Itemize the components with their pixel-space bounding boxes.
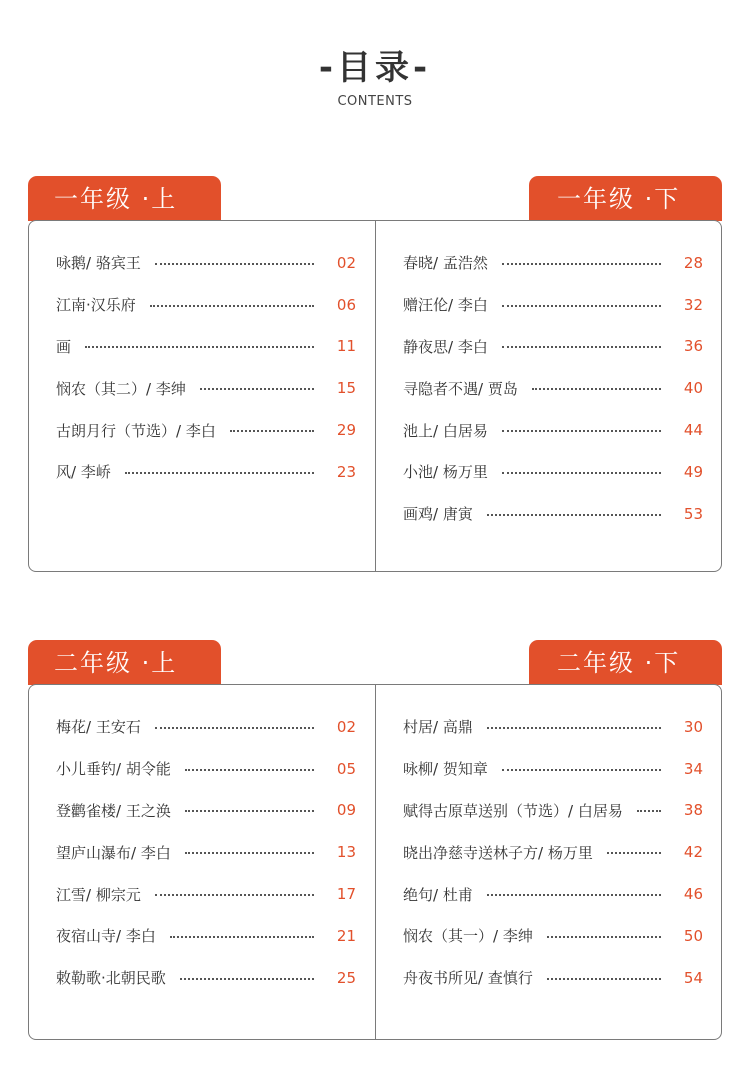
- toc-title: 悯农（其二）/ 李绅: [56, 379, 186, 398]
- toc-title: 古朗月行（节选）/ 李白: [56, 421, 216, 440]
- toc-title: 夜宿山寺/ 李白: [56, 927, 156, 946]
- dot-leader: [185, 810, 314, 812]
- toc-row[interactable]: [56, 957, 356, 999]
- toc-title: 静夜思/ 李白: [403, 337, 488, 356]
- toc-page-number: 44: [683, 421, 703, 440]
- toc-row[interactable]: [403, 957, 703, 999]
- toc-row[interactable]: [403, 284, 703, 326]
- toc-row[interactable]: [403, 451, 703, 493]
- grade-one-section: [28, 176, 722, 572]
- toc-page-number: 49: [683, 462, 703, 481]
- toc-row[interactable]: [56, 748, 356, 790]
- toc-title: 画: [56, 337, 72, 356]
- toc-page-number: 38: [683, 801, 703, 820]
- toc-page-number: 50: [683, 926, 703, 945]
- page-title: -目录-: [318, 48, 432, 88]
- column-divider: [375, 685, 376, 1039]
- contents-column-right: [403, 706, 703, 999]
- toc-page-number: 30: [683, 717, 703, 736]
- toc-row[interactable]: [56, 242, 356, 284]
- toc-row[interactable]: [56, 706, 356, 748]
- toc-title: 登鹳雀楼/ 王之涣: [56, 801, 171, 820]
- dot-leader: [502, 346, 661, 348]
- toc-title: 咏柳/ 贺知章: [403, 760, 488, 779]
- toc-title: 江雪/ 柳宗元: [56, 885, 141, 904]
- toc-row[interactable]: [403, 242, 703, 284]
- dot-leader: [230, 430, 314, 432]
- toc-title: 寻隐者不遇/ 贾岛: [403, 379, 518, 398]
- toc-row[interactable]: [403, 873, 703, 915]
- toc-row[interactable]: [56, 367, 356, 409]
- toc-page-number: 13: [336, 843, 356, 862]
- toc-page-number: 15: [336, 379, 356, 398]
- toc-page-number: 17: [336, 885, 356, 904]
- column-divider: [375, 221, 376, 571]
- toc-title: 绝句/ 杜甫: [403, 885, 473, 904]
- dot-leader: [125, 472, 314, 474]
- toc-title: 赋得古原草送别（节选）/ 白居易: [403, 801, 623, 820]
- toc-page-number: 11: [336, 337, 356, 356]
- toc-page-number: 40: [683, 379, 703, 398]
- toc-row[interactable]: [403, 706, 703, 748]
- dot-leader: [502, 263, 661, 265]
- toc-page-number: 05: [336, 759, 356, 778]
- toc-row[interactable]: [56, 831, 356, 873]
- toc-title: 小池/ 杨万里: [403, 463, 488, 482]
- dot-leader: [547, 978, 661, 980]
- toc-title: 悯农（其一）/ 李绅: [403, 927, 533, 946]
- dot-leader: [155, 894, 314, 896]
- toc-page-number: 34: [683, 759, 703, 778]
- toc-title: 咏鹅/ 骆宾王: [56, 254, 141, 273]
- toc-row[interactable]: [56, 915, 356, 957]
- grade-two-section: [28, 640, 722, 1040]
- dot-leader: [502, 430, 661, 432]
- dot-leader: [155, 727, 314, 729]
- dot-leader: [547, 936, 661, 938]
- dot-leader: [487, 514, 661, 516]
- toc-page-number: 02: [336, 717, 356, 736]
- toc-title: 望庐山瀑布/ 李白: [56, 843, 171, 862]
- toc-title: 梅花/ 王安石: [56, 718, 141, 737]
- dot-leader: [607, 852, 661, 854]
- contents-column-left: [56, 706, 356, 999]
- toc-row[interactable]: [56, 326, 356, 368]
- header: [0, 44, 750, 109]
- toc-title: 江南·汉乐府: [56, 296, 136, 315]
- dot-leader: [200, 388, 314, 390]
- toc-row[interactable]: [403, 326, 703, 368]
- dot-leader: [487, 894, 661, 896]
- page-subtitle: CONTENTS: [337, 94, 413, 109]
- toc-page-number: 25: [336, 968, 356, 987]
- contents-column-left: [56, 242, 356, 493]
- dot-leader: [170, 936, 314, 938]
- tab-grade-two-first-term: 二年级 ·上: [28, 640, 221, 685]
- toc-page-number: 21: [336, 926, 356, 945]
- toc-page-number: 06: [336, 295, 356, 314]
- toc-title: 风/ 李峤: [56, 463, 111, 482]
- toc-title: 舟夜书所见/ 查慎行: [403, 969, 533, 988]
- toc-page-number: 36: [683, 337, 703, 356]
- dot-leader: [502, 305, 661, 307]
- toc-row[interactable]: [403, 493, 703, 535]
- toc-page-number: 28: [683, 253, 703, 272]
- toc-page-number: 54: [683, 968, 703, 987]
- dot-leader: [502, 769, 661, 771]
- tab-grade-two-second-term: 二年级 ·下: [529, 640, 722, 685]
- toc-page-number: 53: [683, 504, 703, 523]
- toc-page-number: 09: [336, 801, 356, 820]
- dot-leader: [637, 810, 661, 812]
- tab-grade-one-first-term: 一年级 ·上: [28, 176, 221, 221]
- toc-page-number: 32: [683, 295, 703, 314]
- toc-title: 晓出净慈寺送林子方/ 杨万里: [403, 843, 593, 862]
- dot-leader: [487, 727, 661, 729]
- toc-title: 池上/ 白居易: [403, 421, 488, 440]
- toc-row[interactable]: [403, 831, 703, 873]
- contents-column-right: [403, 242, 703, 535]
- toc-page-number: 23: [336, 462, 356, 481]
- dot-leader: [85, 346, 314, 348]
- dot-leader: [502, 472, 661, 474]
- toc-row[interactable]: [56, 451, 356, 493]
- toc-page-number: 42: [683, 843, 703, 862]
- toc-page-number: 02: [336, 253, 356, 272]
- dot-leader: [155, 263, 314, 265]
- toc-row[interactable]: [56, 873, 356, 915]
- toc-title: 小儿垂钓/ 胡令能: [56, 760, 171, 779]
- dot-leader: [532, 388, 661, 390]
- toc-row[interactable]: [56, 409, 356, 451]
- tab-grade-one-second-term: 一年级 ·下: [529, 176, 722, 221]
- toc-row[interactable]: [403, 367, 703, 409]
- toc-row[interactable]: [56, 790, 356, 832]
- toc-title: 赠汪伦/ 李白: [403, 296, 488, 315]
- toc-row[interactable]: [403, 790, 703, 832]
- toc-row[interactable]: [403, 748, 703, 790]
- dot-leader: [185, 769, 314, 771]
- toc-page-number: 46: [683, 885, 703, 904]
- toc-page-number: 29: [336, 421, 356, 440]
- toc-row[interactable]: [403, 409, 703, 451]
- toc-row[interactable]: [403, 915, 703, 957]
- dot-leader: [180, 978, 314, 980]
- toc-title: 春晓/ 孟浩然: [403, 254, 488, 273]
- dot-leader: [185, 852, 314, 854]
- toc-title: 村居/ 高鼎: [403, 718, 473, 737]
- toc-title: 敕勒歌·北朝民歌: [56, 969, 166, 988]
- toc-title: 画鸡/ 唐寅: [403, 505, 473, 524]
- toc-row[interactable]: [56, 284, 356, 326]
- dot-leader: [150, 305, 314, 307]
